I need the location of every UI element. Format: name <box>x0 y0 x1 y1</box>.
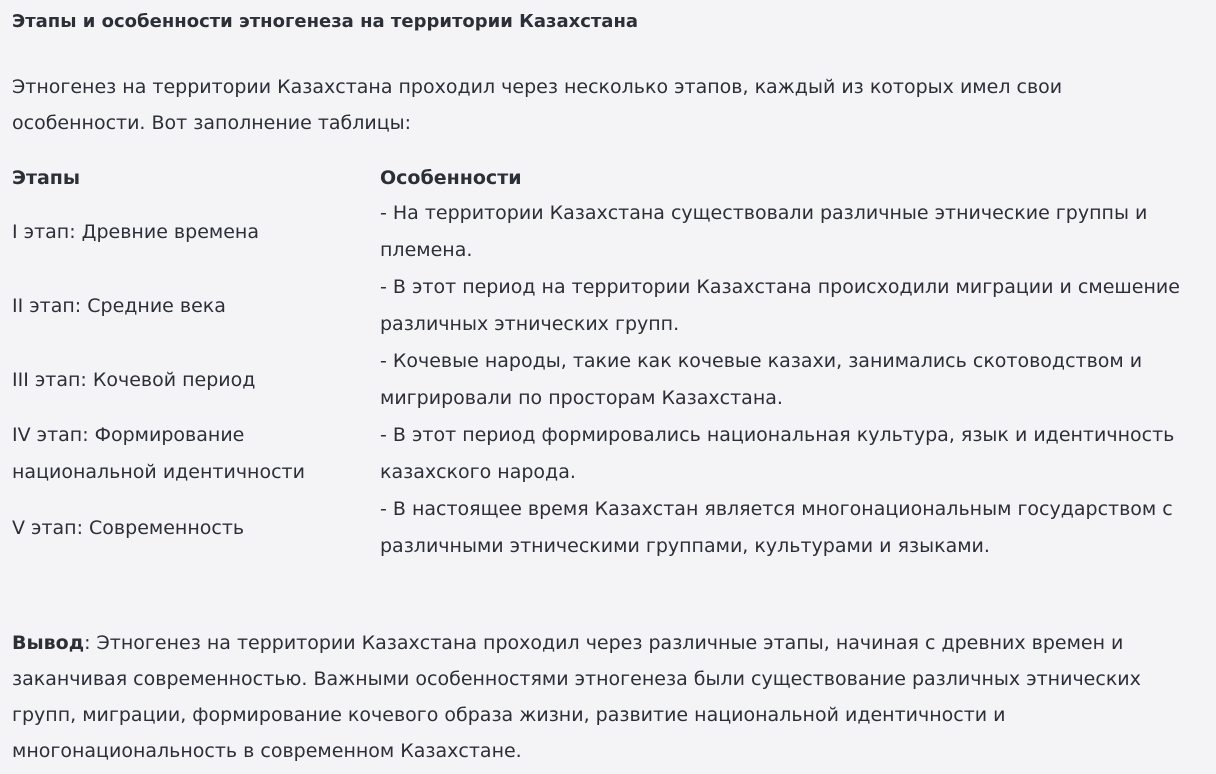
table-row <box>12 417 1208 491</box>
table-row <box>12 195 1208 269</box>
feature-cell: - В этот период формировались национальная культура, язык и идентичность казахского народа. <box>380 424 1175 483</box>
stage-cell: II этап: Средние века <box>12 294 226 317</box>
stage-cell: I этап: Древние времена <box>12 220 259 243</box>
table-header-row <box>12 160 1208 195</box>
feature-cell: - В этот период на территории Казахстана происходили миграции и смешение различных этнических групп. <box>380 276 1180 335</box>
conclusion-paragraph <box>12 625 1208 769</box>
conclusion-label: Вывод <box>12 632 85 654</box>
stage-cell: IV этап: Формирование национальной идентичности <box>12 424 305 483</box>
stages-table <box>12 160 1208 565</box>
conclusion-text: : Этногенез на территории Казахстана проходил через различные этапы, начиная с древних времен и заканчивая современностью. Важными особенностями этногенеза были существование различных этнических групп, миграции, формирование кочевого образа жизни, развитие национальной идентичности и многонациональность в современном Казахстане. <box>12 632 1141 762</box>
feature-cell: - В настоящее время Казахстан является многонациональным государством с различными этническими группами, культурами и языками. <box>380 498 1173 557</box>
table-row <box>12 269 1208 343</box>
table-row <box>12 491 1208 565</box>
intro-paragraph: Этногенез на территории Казахстана проходил через несколько этапов, каждый из которых имел свои особенности. Вот заполнение таблицы: <box>12 76 1063 134</box>
header-features: Особенности <box>380 166 522 189</box>
stage-cell: III этап: Кочевой период <box>12 368 256 391</box>
stage-cell: V этап: Современность <box>12 516 245 539</box>
feature-cell: - На территории Казахстана существовали различные этнические группы и племена. <box>380 202 1148 261</box>
feature-cell: - Кочевые народы, такие как кочевые казахи, занимались скотоводством и мигрировали по просторам Казахстана. <box>380 350 1143 409</box>
page-title: Этапы и особенности этногенеза на территории Казахстана <box>12 11 639 32</box>
table-row <box>12 343 1208 417</box>
header-stages: Этапы <box>12 166 81 189</box>
